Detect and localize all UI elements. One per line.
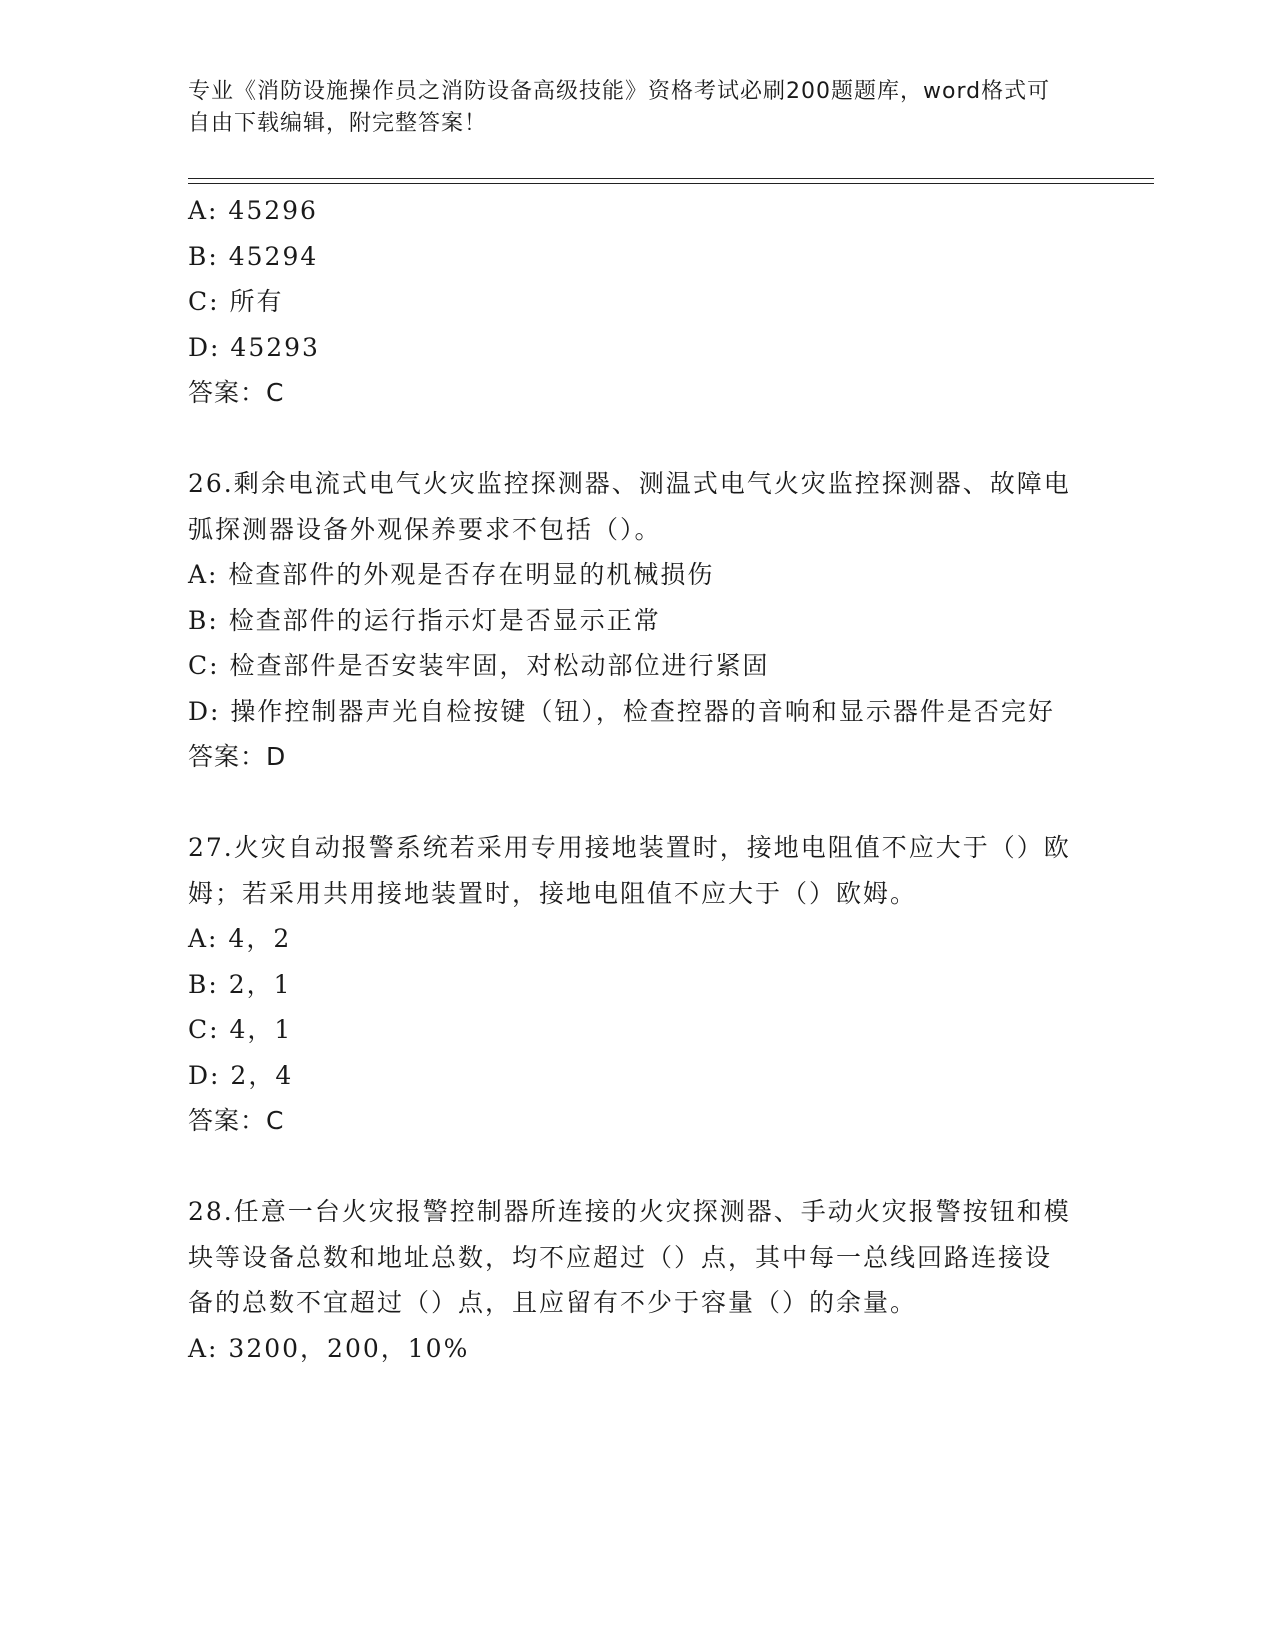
- option-c: C: 检查部件是否安装牢固，对松动部位进行紧固: [188, 651, 770, 680]
- option-a: A: 3200，200，10%: [188, 1333, 470, 1363]
- option-a: A: 检查部件的外观是否存在明显的机械损伤: [188, 560, 715, 589]
- option-d: D: 操作控制器声光自检按键（钮），检查控器的音响和显示器件是否完好: [188, 696, 1055, 726]
- question-text: 27.火灾自动报警系统若采用专用接地装置时，接地电阻值不应大于（）欧姆；若采用共用接地装置时，接地电阻值不应大于（）欧姆。: [188, 833, 1071, 908]
- option-a: A: 4，2: [188, 924, 292, 953]
- option-b: B: 2，1: [188, 969, 292, 999]
- option-d: D: 2，4: [188, 1060, 294, 1090]
- answer-label: 答案：C: [188, 378, 285, 407]
- question-28: [188, 1189, 1078, 1371]
- document-body: [188, 188, 1078, 1371]
- option-c: C: 4，1: [188, 1015, 293, 1044]
- option-b: B: 检查部件的运行指示灯是否显示正常: [188, 605, 661, 635]
- question-25-tail: [188, 188, 1078, 416]
- question-26: [188, 461, 1078, 780]
- question-27: [188, 825, 1078, 1144]
- option-d: D: 45293: [188, 332, 320, 362]
- answer-label: 答案：C: [188, 1106, 285, 1135]
- header-rule-bottom: [188, 183, 1154, 184]
- header-rule-top: [188, 178, 1154, 179]
- option-c: C: 所有: [188, 287, 284, 316]
- question-text: 28.任意一台火灾报警控制器所连接的火灾探测器、手动火灾报警按钮和模块等设备总数和地址总数，均不应超过（）点，其中每一总线回路连接设备的总数不宜超过（）点，且应留有不少于容量（）的余量。: [188, 1197, 1071, 1317]
- question-text: 26.剩余电流式电气火灾监控探测器、测温式电气火灾监控探测器、故障电弧探测器设备外观保养要求不包括（）。: [188, 469, 1071, 544]
- document-header: 专业《消防设施操作员之消防设备高级技能》资格考试必刷200题题库，word格式可自由下载编辑，附完整答案！: [188, 79, 1051, 136]
- option-a: A: 45296: [188, 196, 318, 225]
- answer-label: 答案：D: [188, 742, 287, 771]
- option-b: B: 45294: [188, 241, 319, 271]
